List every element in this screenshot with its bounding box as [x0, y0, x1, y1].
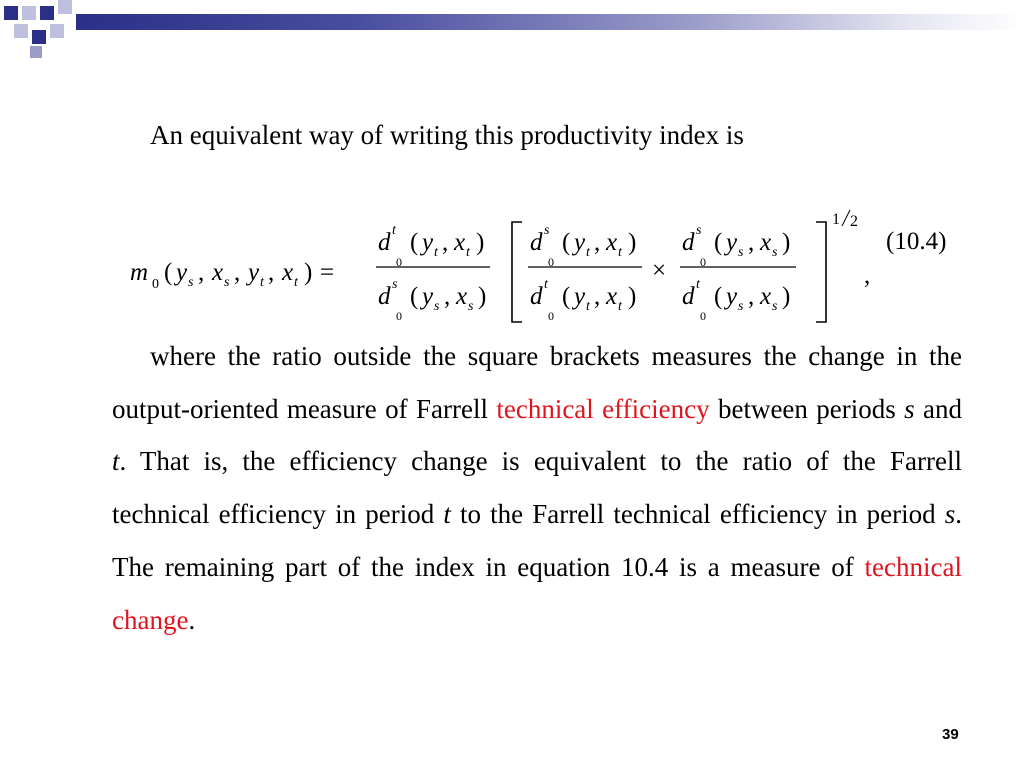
period-t: t	[112, 446, 120, 477]
svg-text:): )	[782, 229, 791, 256]
svg-text:y: y	[176, 259, 188, 286]
svg-text:,: ,	[268, 259, 275, 286]
svg-text:0: 0	[396, 255, 402, 269]
svg-text:,: ,	[444, 283, 451, 310]
period-t: t	[443, 499, 451, 530]
svg-text:s: s	[738, 245, 744, 260]
svg-text:t: t	[586, 299, 590, 314]
svg-text:x: x	[760, 283, 772, 310]
svg-text:): )	[476, 229, 485, 256]
term-technical-change: technical change	[112, 551, 962, 635]
equation-10-4	[120, 200, 980, 330]
svg-text:t: t	[466, 245, 470, 260]
text-run: between periods	[709, 393, 905, 424]
svg-text:,: ,	[748, 229, 755, 256]
svg-text:s: s	[696, 223, 702, 238]
svg-text:t: t	[618, 245, 622, 260]
svg-text:m: m	[130, 259, 149, 286]
page-number: 39	[942, 726, 959, 743]
svg-text:x: x	[212, 259, 224, 286]
svg-text:,: ,	[594, 283, 601, 310]
svg-text:): )	[628, 283, 637, 310]
svg-text:×: ×	[652, 257, 667, 284]
svg-text:d: d	[378, 283, 391, 310]
svg-text:): )	[304, 259, 313, 286]
svg-text:y: y	[726, 229, 738, 256]
term-technical-efficiency: technical efficiency	[496, 393, 710, 424]
svg-text:x: x	[760, 229, 772, 256]
svg-text:s: s	[434, 299, 440, 314]
svg-text:d: d	[682, 229, 695, 256]
svg-text:x: x	[282, 259, 294, 286]
svg-text:x: x	[606, 283, 618, 310]
svg-text:y: y	[422, 229, 434, 256]
svg-text:s: s	[772, 299, 778, 314]
svg-text:2: 2	[850, 213, 858, 230]
intro-text: An equivalent way of writing this productivity index is	[150, 120, 744, 150]
header-square	[30, 46, 42, 58]
svg-text:(: (	[410, 229, 419, 256]
text-run: .	[188, 604, 196, 635]
svg-text:,: ,	[198, 259, 205, 286]
svg-text:,: ,	[594, 229, 601, 256]
svg-text:s: s	[468, 299, 474, 314]
svg-text:0: 0	[152, 277, 159, 292]
svg-text:y: y	[574, 229, 586, 256]
text-run: . The remaining part of the index in equation 10.4 is a measure of	[112, 499, 962, 582]
svg-text:d: d	[378, 229, 391, 256]
svg-text:0: 0	[548, 255, 554, 269]
svg-text:s: s	[772, 245, 778, 260]
text-run: . That is, the efficiency change is equivalent to the ratio of the Farrell technical efficiency in period	[112, 446, 962, 530]
svg-text:t: t	[544, 277, 548, 292]
svg-text:y: y	[422, 283, 434, 310]
header-gradient-bar	[76, 14, 1024, 30]
svg-text:0: 0	[548, 309, 554, 323]
svg-text:d: d	[530, 283, 543, 310]
equation-comma: ,	[864, 262, 871, 289]
svg-text:(: (	[410, 283, 419, 310]
header-square	[32, 30, 46, 44]
svg-text:0: 0	[700, 255, 706, 269]
header-square	[58, 0, 72, 14]
svg-text:t: t	[294, 275, 298, 290]
svg-text:s: s	[188, 275, 194, 290]
svg-text:0: 0	[700, 309, 706, 323]
equation-number: (10.4)	[886, 228, 947, 255]
svg-text:(: (	[164, 259, 173, 286]
text-run: to the Farrell technical efficiency in period	[450, 499, 945, 530]
period-s: s	[904, 393, 915, 424]
svg-text:1: 1	[832, 211, 840, 228]
svg-text:): )	[478, 283, 487, 310]
svg-text:,: ,	[234, 259, 241, 286]
header-square	[14, 24, 28, 38]
svg-text:d: d	[530, 229, 543, 256]
svg-text:0: 0	[396, 309, 402, 323]
svg-text:t: t	[434, 245, 438, 260]
svg-text:(: (	[714, 283, 723, 310]
svg-text:): )	[782, 283, 791, 310]
text-run: where the ratio outside the square brackets measures the change in the output-oriented measure of Farrell	[112, 341, 962, 424]
svg-text:,: ,	[442, 229, 449, 256]
svg-text:,: ,	[748, 283, 755, 310]
svg-text:s: s	[738, 299, 744, 314]
svg-text:(: (	[714, 229, 723, 256]
svg-text:d: d	[682, 283, 695, 310]
svg-text:y: y	[574, 283, 586, 310]
svg-text:x: x	[606, 229, 618, 256]
svg-text:y: y	[726, 283, 738, 310]
header-square	[4, 6, 18, 20]
svg-text:=: =	[320, 259, 335, 286]
header-decoration	[0, 0, 1024, 64]
svg-text:t: t	[696, 277, 700, 292]
svg-text:s: s	[392, 277, 398, 292]
svg-text:t: t	[618, 299, 622, 314]
svg-text:y: y	[248, 259, 260, 286]
svg-text:x: x	[454, 229, 466, 256]
svg-text:): )	[628, 229, 637, 256]
header-square	[50, 24, 64, 38]
body-paragraph	[112, 330, 962, 646]
svg-text:(: (	[562, 229, 571, 256]
period-s: s	[944, 499, 956, 530]
svg-text:s: s	[224, 275, 230, 290]
svg-text:t: t	[260, 275, 264, 290]
text-run: and	[914, 393, 963, 424]
header-square	[40, 6, 54, 20]
svg-text:t: t	[586, 245, 590, 260]
svg-text:(: (	[562, 283, 571, 310]
header-square	[22, 6, 36, 20]
svg-text:t: t	[392, 223, 396, 238]
svg-text:s: s	[544, 223, 550, 238]
svg-text:x: x	[456, 283, 468, 310]
